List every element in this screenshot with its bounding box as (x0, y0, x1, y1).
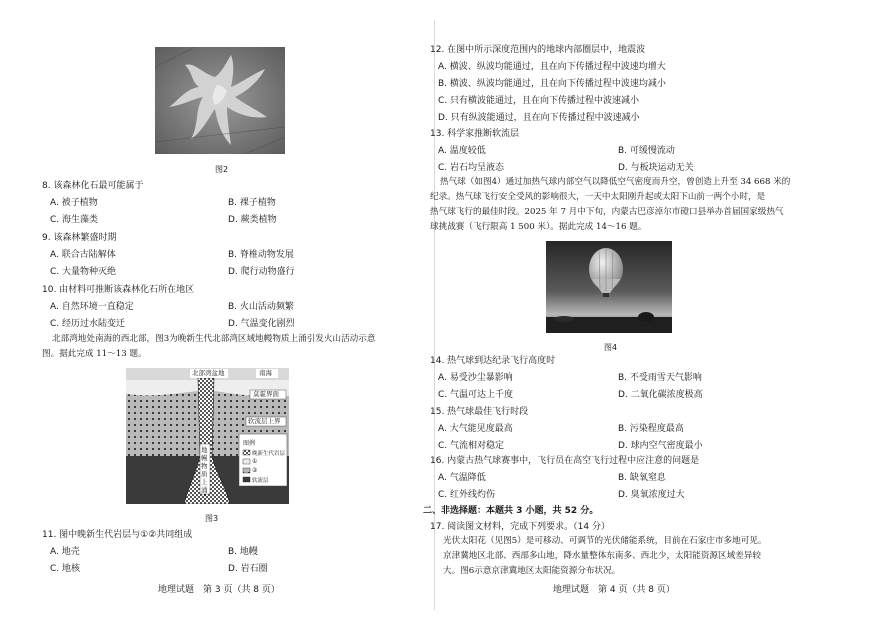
q17-material-line1: 光伏太阳花（见图5）是可移动、可调节的光伏储能系统，目前在石家庄市多地可见。 (443, 536, 767, 546)
fig3-legend-2: ① (252, 458, 258, 465)
q8-option-c: C. 海生藻类 (50, 215, 99, 225)
q9-option-b: B. 脊椎动物发展 (228, 250, 294, 260)
section2-title: 二、非选择题：本题共 3 小题，共 52 分。 (423, 506, 599, 516)
q8-option-b: B. 裸子植物 (228, 198, 276, 208)
q10-stem: 10. 由材料可推断该森林化石所在地区 (42, 285, 195, 295)
q16-option-a: A. 气温降低 (438, 473, 486, 483)
q17-material-line3: 大。图6示意京津冀地区太阳能资源分布状况。 (443, 566, 621, 576)
q13-option-b: B. 可缓慢流动 (618, 146, 675, 156)
fig3-legend-title: 图例 (243, 440, 256, 447)
q10-option-d: D. 气温变化剧烈 (228, 319, 295, 329)
q16-stem: 16. 内蒙古热气球赛事中，飞行员在高空飞行过程中应注意的问题是 (430, 456, 700, 466)
q10-option-c: C. 经历过水陆变迁 (50, 319, 126, 329)
q16-option-c: C. 红外线灼伤 (438, 490, 496, 500)
q13-option-a: A. 温度较低 (438, 146, 486, 156)
q12-stem: 12. 在图中所示深度范围内的地球内部圈层中，地震波 (430, 45, 646, 55)
figure3-diagram (126, 368, 289, 504)
fig3-label-upwelling: 地幔物质上涌 (201, 446, 208, 494)
q9-stem: 9. 该森林繁盛时期 (42, 233, 117, 243)
right-page-footer: 地理试题 第 4 页（共 8 页） (553, 585, 675, 595)
hot-air-balloon-image (546, 241, 672, 333)
q14-option-a: A. 易受沙尘暴影响 (438, 373, 513, 383)
intro-14-16-line4: 球挑战赛（飞行限高 1 500 米）。据此完成 14～16 题。 (430, 222, 647, 232)
q11-option-d: D. 岩石圈 (228, 564, 268, 574)
q13-option-d: D. 与板块运动无关 (618, 163, 694, 173)
q15-option-b: B. 污染程度最高 (618, 424, 684, 434)
fig3-label-asthenosphere-top: 软流层上界 (248, 417, 281, 425)
q15-option-c: C. 气流相对稳定 (438, 441, 505, 451)
q8-option-a: A. 被子植物 (50, 198, 98, 208)
right-page (423, 0, 870, 630)
intro-14-16-line1: 热气球（如图4）通过加热气球内部空气以降低空气密度而升空，曾创造上升至 34 668 米的 (440, 177, 791, 187)
intro-14-16-line2: 纪录。热气球飞行安全受风的影响很大，一天中太阳刚升起或太阳下山前一两个小时，是 (430, 192, 766, 202)
q12-option-b: B. 横波、纵波均能通过，且在向下传播过程中波速均减小 (438, 79, 666, 89)
q13-option-c: C. 岩石均呈液态 (438, 163, 505, 173)
fig3-label-basin: 北部湾盆地 (192, 369, 225, 377)
q16-option-b: B. 缺氧窒息 (618, 473, 666, 483)
q15-option-a: A. 大气能见度最高 (438, 424, 513, 434)
q10-option-b: B. 火山活动频繁 (228, 302, 294, 312)
fig3-legend-1: 晚新生代岩层 (252, 451, 286, 457)
q12-option-c: C. 只有横波能通过，且在向下传播过程中波速减小 (438, 96, 640, 106)
figure3-caption: 图3 (205, 514, 219, 523)
q9-option-c: C. 大量物种灭绝 (50, 267, 117, 277)
left-page-footer: 地理试题 第 3 页（共 8 页） (158, 585, 280, 595)
q8-option-d: D. 蕨类植物 (228, 215, 277, 225)
figure2-caption: 图2 (215, 165, 229, 174)
q11-option-a: A. 地壳 (50, 547, 80, 557)
q14-stem: 14. 热气球到达纪录飞行高度时 (430, 356, 556, 366)
q15-stem: 15. 热气球最佳飞行时段 (430, 407, 529, 417)
q13-stem: 13. 科学家推断软流层 (430, 129, 520, 139)
q9-option-d: D. 爬行动物盛行 (228, 267, 295, 277)
q11-option-c: C. 地核 (50, 564, 81, 574)
q14-option-d: D. 二氧化碳浓度极高 (618, 390, 703, 400)
q11-option-b: B. 地幔 (228, 547, 258, 557)
intro-14-16-line3: 热气球飞行的最佳时段。2025 年 7 月中下旬，内蒙古巴彦淖尔市磴口县举办首届国家级热气 (430, 207, 784, 217)
figure4-caption: 图4 (604, 343, 618, 352)
q12-option-a: A. 横波、纵波均能通过，且在向下传播过程中波速均增大 (438, 62, 666, 72)
q15-option-d: D. 球内空气密度最小 (618, 441, 703, 451)
q16-option-d: D. 臭氧浓度过大 (618, 490, 685, 500)
fig3-label-sea: 南海 (259, 369, 272, 377)
q8-stem: 8. 该森林化石最可能属于 (42, 181, 144, 191)
q14-option-b: B. 不受雨雪天气影响 (618, 373, 702, 383)
fig3-legend-3: ② (252, 467, 258, 474)
figure4-photo (546, 241, 672, 333)
q17-material-line2: 京津冀地区北部、西部多山地，降水量整体东南多、西北少，太阳能资源区域差异较 (443, 551, 761, 561)
figure2-photo (155, 47, 285, 154)
q12-option-d: D. 只有纵波能通过，且在向下传播过程中波速减小 (438, 113, 640, 123)
fossil-forest-image (155, 47, 285, 154)
intro-11-13-line2: 图。据此完成 11～13 题。 (42, 349, 147, 359)
q9-option-a: A. 联合古陆解体 (50, 250, 116, 260)
fig3-legend-4: 软流层 (252, 478, 269, 484)
q10-option-a: A. 自然环境一直稳定 (50, 302, 134, 312)
intro-11-13-line1: 北部湾地处南海的西北部，图3为晚新生代北部湾区域地幔物质上涌引发火山活动示意 (52, 334, 376, 344)
fig3-label-moho: 莫霍界面 (253, 390, 279, 398)
q11-stem: 11. 图中晚新生代岩层与①②共同组成 (42, 530, 193, 540)
q14-option-c: C. 气温可达上千度 (438, 390, 514, 400)
q17-stem: 17. 阅读图文材料，完成下列要求。（14 分） (430, 522, 610, 532)
